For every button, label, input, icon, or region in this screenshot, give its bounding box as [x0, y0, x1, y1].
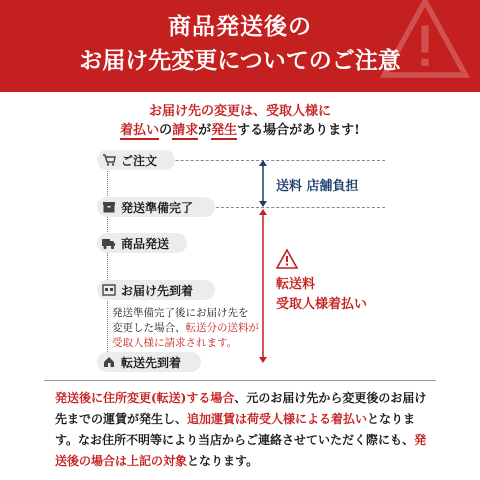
warning-text-ga: が [198, 123, 212, 138]
shop-paid-range-arrow [258, 160, 268, 207]
step-note-line2 [112, 321, 262, 336]
step-note-line1: 発送準備完了後にお届け先を [112, 307, 249, 319]
cod-label [276, 275, 367, 315]
bottom-note-p8: 場合は上記の対象 [91, 454, 188, 468]
bottom-note-p1: 発送後に住所変更(転送)する場合 [55, 391, 235, 405]
step-label: 発送準備完了 [121, 200, 194, 215]
cod-label-line1: 転送料 [276, 277, 316, 292]
step-forwarded [97, 352, 201, 372]
step-note-line2a: 変更した場合、 [112, 322, 186, 334]
house-arrow-icon [101, 355, 116, 370]
cod-range-arrow [258, 209, 268, 363]
warning-text-cod: 着払い [120, 123, 160, 138]
step-label: 商品発送 [121, 236, 170, 251]
bottom-note-p2: 、元のお届け先から変更後のお届け [234, 391, 427, 405]
page-title-line1: 商品発送後の [168, 13, 312, 40]
warning-text-charge: 請求 [172, 123, 199, 138]
bottom-note [55, 388, 435, 472]
flow-line [107, 160, 108, 360]
step-label: ご注文 [121, 153, 158, 168]
step-note-line2b: 転送分の送料が [185, 322, 259, 334]
page-title-line2: お届け先変更についてのご注意 [79, 47, 401, 74]
warning-text-end: する場合があります! [237, 123, 360, 138]
step-note [112, 306, 262, 351]
shop-paid-label: 送料 店舗負担 [276, 179, 359, 194]
step-prepared [97, 197, 215, 217]
step-note-line3: 受取人様に請求されます。 [112, 337, 238, 349]
warning-text-no: の [159, 123, 173, 138]
bottom-note-p4: 追加運賃は荷受人様による着払い [187, 412, 368, 426]
warning-icon [276, 249, 298, 269]
bottom-divider [44, 380, 436, 381]
truck-icon [101, 236, 116, 251]
step-label: お届け先到着 [121, 283, 194, 298]
step-order [97, 150, 175, 170]
step-arrived [97, 280, 215, 300]
step-shipped [97, 233, 187, 253]
house-icon [101, 283, 116, 298]
bottom-note-p3: 先までの運賃が発生し、 [55, 412, 188, 426]
step-label: 転送先到着 [121, 355, 182, 370]
bottom-note-p6: なお住所不明等により当店からご連絡させていただく際にも、 [78, 433, 415, 447]
bottom-note-p5: となります。 [55, 412, 416, 447]
cod-label-line2: 受取人様着払い [276, 297, 368, 312]
bottom-note-p9: となります。 [187, 454, 259, 468]
bottom-note-p7: 発送後の [55, 433, 427, 468]
cart-icon [101, 153, 116, 168]
warning-text-1: お届け先の変更は、受取人様に [148, 104, 331, 119]
warning-text-occur: 発生 [211, 123, 238, 138]
box-icon [101, 200, 116, 215]
